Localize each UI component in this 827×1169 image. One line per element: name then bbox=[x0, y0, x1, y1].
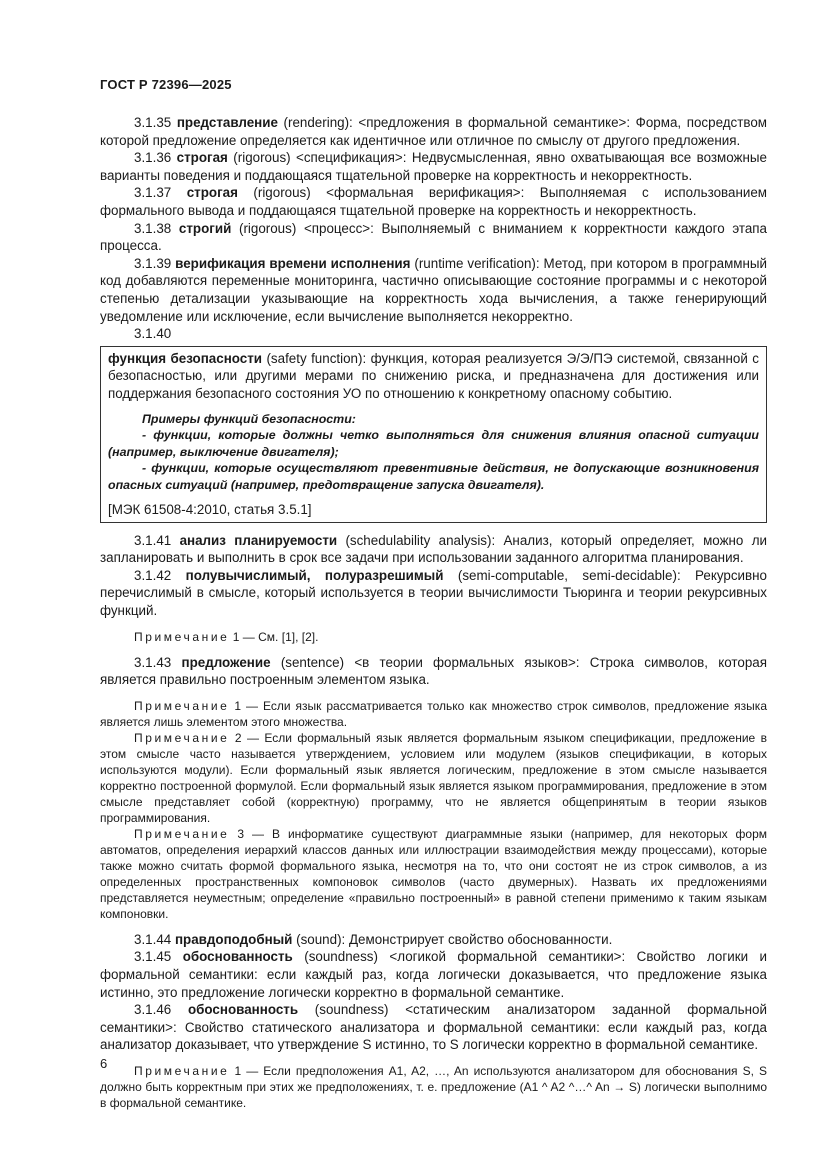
note-label: Примечание bbox=[134, 826, 230, 841]
term-name: правдоподобный bbox=[174, 931, 293, 947]
term-3-1-40-number: 3.1.40 bbox=[134, 326, 172, 342]
term-3-1-39 bbox=[100, 255, 767, 325]
note-label: Примечание bbox=[134, 629, 230, 644]
term-3-1-45 bbox=[100, 948, 767, 1001]
term-definition: (soundness) <логикой формальной семантики>: Свойство логики и формальной семантики: если каждый раз, когда логически доказывается, что предложение языка истинно, это предложение логически корректно в формальной семантике. bbox=[100, 949, 767, 1000]
page-number: 6 bbox=[100, 1056, 108, 1071]
source-reference: [МЭК 61508-4:2010, статья 3.5.1] bbox=[108, 502, 312, 517]
term-3-1-37 bbox=[100, 184, 767, 219]
spacer bbox=[100, 689, 767, 698]
term-definition: (schedulability analysis): Анализ, который определяет, можно ли запланировать и выполнить в срок все задачи при использовании заданного алгоритма планирования. bbox=[100, 532, 767, 566]
term-3-1-40-box bbox=[100, 346, 767, 523]
note-label: Примечание bbox=[134, 1063, 230, 1078]
term-definition: (soundness) <статическим анализатором заданной формальной семантики>: Свойство статического анализатора и формальной семантики: если каждый раз, когда анализатор доказывает, что утверждение S истинно, то S логически корректно в формальной семантике. bbox=[100, 1002, 767, 1053]
document-body bbox=[100, 114, 767, 1111]
term-3-1-36 bbox=[100, 149, 767, 184]
spacer bbox=[100, 645, 767, 654]
term-number: 3.1.35 bbox=[134, 115, 172, 130]
term-3-1-43 bbox=[100, 654, 767, 689]
term-number: 3.1.37 bbox=[134, 185, 172, 201]
note-label: Примечание bbox=[134, 698, 230, 713]
note-text: 1 — См. [1], [2]. bbox=[229, 629, 319, 644]
note-text: 1 — Если предположения A1, A2, …, An используются анализатором для обоснования S, S должно быть корректным при этих же предположениях, т. е. предложение (A1 ^ A2 ^…^ An → S) логически выполнимо в формальной семантике. bbox=[100, 1063, 767, 1110]
term-name: анализ планируемости bbox=[179, 532, 338, 548]
term-number: 3.1.43 bbox=[134, 654, 172, 670]
term-name: предложение bbox=[181, 654, 271, 670]
term-name: верификация времени исполнения bbox=[175, 255, 411, 271]
term-3-1-42 bbox=[100, 567, 767, 620]
examples-title: Примеры функций безопасности: bbox=[142, 411, 356, 426]
term-3-1-35 bbox=[100, 114, 767, 149]
note-text: 2 — Если формальный язык является формальным языком спецификации, предложение в этом смысле часто называется утверждением, условием или модулем (языков спецификации, в которых используются модули). Если формальный язык является логическим, предложение в этом смысле называется корректно построенной формулой. Если формальный язык является языком программирования, предложение в этом смысле представляет собой (корректную) программу, что не является общепринятым в теории языков программирования. bbox=[100, 730, 767, 825]
term-number: 3.1.36 bbox=[134, 150, 172, 166]
term-definition: (sentence) <в теории формальных языков>: Строка символов, которая является правильно построенным элементом языка. bbox=[100, 654, 767, 688]
term-definition: (rigorous) <формальная верификация>: Выполняемая с использованием формального вывода и поддающаяся тщательной проверке на корректность и некорректность. bbox=[100, 185, 767, 218]
term-definition: (sound): Демонстрирует свойство обоснованности. bbox=[292, 931, 613, 947]
note-label: Примечание bbox=[134, 730, 230, 745]
term-name: полувычислимый, полуразрешимый bbox=[185, 567, 444, 583]
term-number: 3.1.44 bbox=[134, 931, 172, 947]
document-header: ГОСТ Р 72396—2025 bbox=[100, 77, 232, 92]
term-number: 3.1.39 bbox=[134, 255, 172, 271]
term-name: строгая bbox=[186, 185, 238, 201]
term-number: 3.1.45 bbox=[134, 949, 172, 965]
spacer bbox=[100, 620, 767, 629]
note bbox=[100, 730, 767, 826]
term-name: обоснованность bbox=[182, 949, 293, 965]
term-definition: (runtime verification): Метод, при котором в программный код добавляются переменные мониторинга, частично описывающие состояние программы и с некоторой степенью детализации указывающие на корректность хода вычисления, а также генерирующий уведомление или исключение, если вычисление выполняется некорректно. bbox=[100, 255, 767, 324]
note-text: 3 — В информатике существуют диаграммные языки (например, для некоторых форм автоматов, определения иерархий классов данных или иллюстрации взаимодействия между процессами), которые также можно считать формой формального языка, несмотря на то, что они состоят не из строк символов, а из определенных пространственных компоновок символов (часто двумерных). Назвать их предложениями представляется неуместным; определение «правильно построенный» в равной степени применимо к таким языкам компоновки. bbox=[100, 826, 767, 921]
term-number: 3.1.38 bbox=[134, 220, 172, 236]
term-definition: (rendering): <предложения в формальной семантике>: Форма, посредством которой предложение определяется как идентичное или отличное по смыслу от другого предложения. bbox=[100, 115, 767, 148]
note-text: 1 — Если язык рассматривается только как множество строк символов, предложение языка является лишь элементом этого множества. bbox=[100, 698, 767, 729]
term-definition: (rigorous) <спецификация>: Недвусмысленная, явно охватывающая все возможные варианты поведения и поддающаяся тщательной проверке на корректность и некорректность. bbox=[100, 150, 767, 183]
term-name: представление bbox=[176, 115, 278, 130]
note bbox=[100, 629, 767, 645]
term-number: 3.1.42 bbox=[134, 567, 172, 583]
spacer bbox=[100, 922, 767, 931]
spacer bbox=[100, 1054, 767, 1063]
note bbox=[100, 826, 767, 922]
term-3-1-40-definition bbox=[108, 350, 759, 403]
term-name: обоснованность bbox=[187, 1002, 299, 1018]
term-name: функция безопасности bbox=[108, 350, 263, 366]
term-3-1-46 bbox=[100, 1001, 767, 1054]
term-definition: (rigorous) <процесс>: Выполняемый с вниманием к корректности каждого этапа процесса. bbox=[100, 220, 767, 254]
term-name: строгая bbox=[176, 150, 228, 166]
term-definition: (safety function): функция, которая реализуется Э/Э/ПЭ системой, связанной с безопасностью, или другими мерами по снижению риска, и предназначена для достижения или поддержания безопасного состояния УО по отношению к конкретному опасному событию. bbox=[108, 350, 759, 401]
example-item: - функции, которые осуществляют превентивные действия, не допускающие возникновения опасных ситуаций (например, предотвращение запуска двигателя). bbox=[108, 461, 759, 492]
term-3-1-38 bbox=[100, 220, 767, 255]
example-item: - функции, которые должны четко выполняться для снижения влияния опасной ситуации (например, выключение двигателя); bbox=[108, 428, 759, 459]
term-number: 3.1.46 bbox=[134, 1002, 172, 1018]
term-number: 3.1.41 bbox=[134, 532, 172, 548]
term-definition: (semi-computable, semi-decidable): Рекурсивно перечислимый в смысле, который используется в теории вычислимости Тьюринга и теории рекурсивных функций. bbox=[100, 567, 767, 618]
term-name: строгий bbox=[178, 220, 232, 236]
note bbox=[100, 1063, 767, 1111]
term-3-1-44 bbox=[100, 931, 767, 949]
note bbox=[100, 698, 767, 730]
term-3-1-41 bbox=[100, 532, 767, 567]
